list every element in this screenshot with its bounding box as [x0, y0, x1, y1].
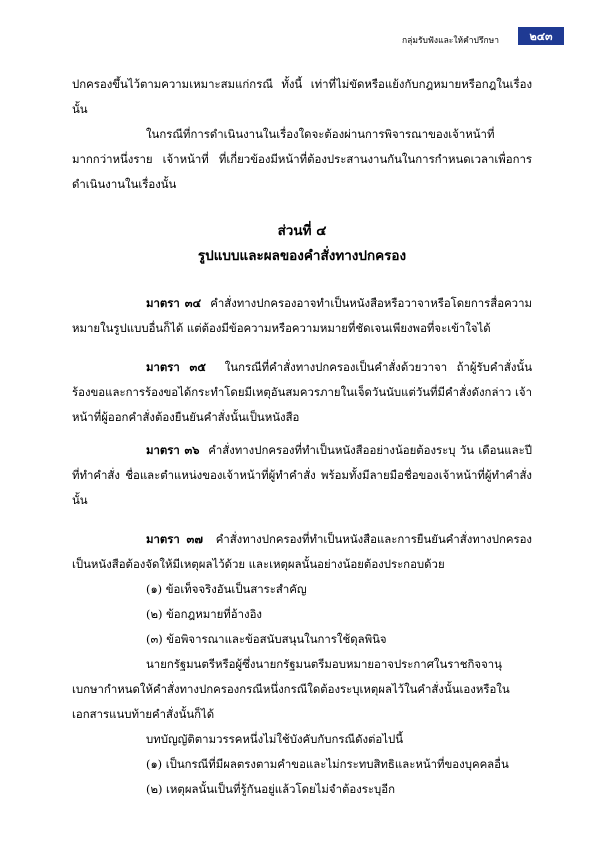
page-content: [72, 72, 532, 802]
page-number-badge: ๒๔๓: [518, 27, 564, 45]
paragraph-intro-2: ในกรณีที่การดำเนินงานในเรื่องใดจะต้องผ่านการพิจารณาของเจ้าหน้าที่มากกว่าหนึ่งราย เจ้าหน้าที่ ที่เกี่ยวข้องมีหน้าที่ต้องประสานงานกันในการกำหนดเวลาเพื่อการดำเนินงานในเรื่องนั้น: [72, 127, 532, 191]
section-text: ในกรณีที่คำสั่งทางปกครองเป็นคำสั่งด้วยวาจา ถ้าผู้รับคำสั่งนั้นร้องขอและการร้องขอได้กระทำโดยมีเหตุอันสมควรภายในเจ็ดวันนับแต่วันที่มีคำสั่งดังกล่าว เจ้าหน้าที่ผู้ออกคำสั่งต้องยืนยันคำสั่งนั้นเป็นหนังสือ: [72, 360, 532, 424]
section-label: มาตรา ๓๗: [146, 532, 203, 546]
section-36: [72, 438, 532, 513]
list-item: (๒) ข้อกฎหมายที่อ้างอิง: [146, 607, 262, 621]
section-text: คำสั่งทางปกครองอาจทำเป็นหนังสือหรือวาจาหรือโดยการสื่อความหมายในรูปแบบอื่นก็ได้ แต่ต้องมีข้อความหรือความหมายที่ชัดเจนเพียงพอที่จะเข้าใจได้: [72, 296, 532, 335]
section-35: [72, 355, 532, 430]
section-text: คำสั่งทางปกครองที่ทำเป็นหนังสืออย่างน้อยต้องระบุ วัน เดือนและปีที่ทำคำสั่ง ชื่อและตำแหน่งของเจ้าหน้าที่ผู้ทำคำสั่ง พร้อมทั้งมีลายมือชื่อของเจ้าหน้าที่ผู้ทำคำสั่งนั้น: [72, 443, 532, 507]
section-label: มาตรา ๓๕: [146, 360, 206, 374]
section-text: คำสั่งทางปกครองที่ทำเป็นหนังสือและการยืนยันคำสั่งทางปกครองเป็นหนังสือต้องจัดให้มีเหตุผลไว้ด้วย และเหตุผลนั้นอย่างน้อยต้องประกอบด้วย: [72, 532, 532, 571]
list-item: (๒) เหตุผลนั้นเป็นที่รู้กันอยู่แล้วโดยไม่จำต้องระบุอีก: [146, 782, 395, 796]
section-number: ส่วนที่ ๔: [277, 223, 327, 239]
running-header: กลุ่มรับฟังและให้คำปรึกษา: [402, 36, 500, 46]
section-34: [72, 291, 532, 341]
paragraph-intro-1: ปกครองขึ้นไว้ตามความเหมาะสมแก่กรณี ทั้งนี้ เท่าที่ไม่ขัดหรือแย้งกับกฎหมายหรือกฎในเรื่องนั้น: [72, 77, 532, 116]
section-title: รูปแบบและผลของคำสั่งทางปกครอง: [197, 248, 407, 264]
section-label: มาตรา ๓๔: [146, 296, 202, 310]
paragraph-exception: บทบัญญัติตามวรรคหนึ่งไม่ใช้บังคับกับกรณีดังต่อไปนี้: [146, 732, 404, 746]
paragraph-minister: นายกรัฐมนตรีหรือผู้ซึ่งนายกรัฐมนตรีมอบหมายอาจประกาศในราชกิจจานุเบกษากำหนดให้คำสั่งทางปกครองกรณีหนึ่งกรณีใดต้องระบุเหตุผลไว้ในคำสั่งนั้นเองหรือในเอกสารแนบท้ายคำสั่งนั้นก็ได้: [72, 657, 510, 721]
section-label: มาตรา ๓๖: [146, 443, 200, 457]
list-item: (๑) ข้อเท็จจริงอันเป็นสาระสำคัญ: [146, 582, 307, 596]
list-item: (๑) เป็นกรณีที่มีผลตรงตามคำขอและไม่กระทบสิทธิและหน้าที่ของบุคคลอื่น: [146, 757, 509, 771]
section-37: [72, 527, 532, 577]
list-item: (๓) ข้อพิจารณาและข้อสนับสนุนในการใช้ดุลพินิจ: [146, 632, 387, 646]
